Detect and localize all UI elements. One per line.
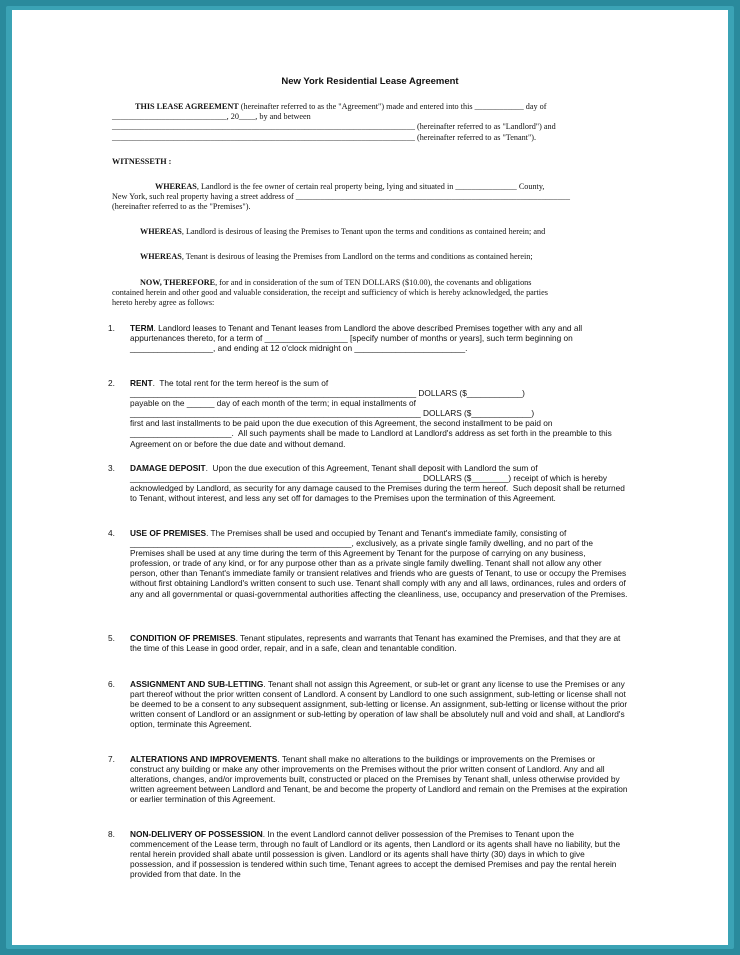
clause-heading: USE OF PREMISES	[130, 528, 207, 538]
whereas1-lead: WHEREAS	[155, 182, 197, 191]
clause-non-delivery	[108, 829, 628, 880]
whereas-paragraph-1	[112, 182, 622, 213]
clause-text: . Landlord leases to Tenant and Tenant leases from Landlord the above described Premises together with any and all appurtenances thereto, for a term of __________________ [specify number of months or years], such term beginning on __________________, and ending at 12 o'clock midnight on ________________________.	[130, 323, 583, 354]
clause-alterations-improvements	[108, 754, 628, 805]
clause-heading: RENT	[130, 378, 153, 388]
intro-lead: THIS LEASE AGREEMENT	[135, 102, 239, 111]
whereas1-line2: New York, such real property having a street address of ___________________________________________________________________	[112, 192, 570, 202]
therefore-line3: hereto hereby agree as follows:	[112, 298, 215, 308]
clause-term	[108, 323, 628, 354]
clause-text: . Upon the due execution of this Agreement, Tenant shall deposit with Landlord the sum of _______________________________________________________________ DOLLARS ($________) receipt of which is hereby acknowledged by Landlord, as security for any damage caused to the Premises during the term hereof. Such deposit shall be returned to Tenant, without interest, and less any set off for damages to the Premises upon the termination of this Agreement.	[130, 463, 625, 504]
whereas3-text: , Tenant is desirous of leasing the Premises from Landlord on the terms and conditions as contained herein;	[181, 252, 533, 261]
clause-heading: ASSIGNMENT AND SUB-LETTING	[130, 679, 264, 689]
clause-number: 4.	[108, 528, 115, 538]
clause-heading: CONDITION OF PREMISES	[130, 633, 236, 643]
therefore-text: , for and in consideration of the sum of TEN DOLLARS ($10.00), the covenants and obligations	[215, 278, 532, 287]
clause-number: 8.	[108, 829, 115, 839]
clause-number: 6.	[108, 679, 115, 689]
therefore-line2: contained herein and other good and valuable consideration, the receipt and sufficiency of which is hereby acknowledged, the parties	[112, 288, 548, 298]
clause-number: 2.	[108, 378, 115, 388]
intro-line1: (hereinafter referred to as the "Agreement") made and entered into this ____________ day of	[238, 102, 547, 111]
whereas1-line3: (hereinafter referred to as the "Premises").	[112, 202, 251, 212]
clause-rent	[108, 378, 628, 449]
clause-damage-deposit	[108, 463, 628, 504]
whereas-paragraph-3	[112, 252, 622, 262]
clause-assignment-sub-letting	[108, 679, 628, 730]
witnesseth-heading: WITNESSETH :	[112, 157, 172, 166]
clause-heading: ALTERATIONS AND IMPROVEMENTS	[130, 754, 278, 764]
clause-text: . In the event Landlord cannot deliver possession of the Premises to Tenant upon the commencement of the Lease term, through no fault of Landlord or its agents, then Landlord or its agents shall have no liability, but the rental herein provided shall abate until possession is given. Landlord or its agents shall have thirty (30) days in which to give possession, and if possession is tendered within such time, Tenant agrees to accept the demised Premises and pay the rental herein provided from that date. In the	[130, 829, 621, 880]
whereas-paragraph-2	[112, 227, 622, 237]
whereas2-text: , Landlord is desirous of leasing the Premises to Tenant upon the terms and conditions as contained herein; and	[181, 227, 546, 236]
clause-text: . Tenant stipulates, represents and warrants that Tenant has examined the Premises, and that they are at the time of this Lease in good order, repair, and in a safe, clean and tenantable condition.	[130, 633, 621, 654]
whereas2-lead: WHEREAS	[140, 227, 182, 236]
clause-text: . The Premises shall be used and occupied by Tenant and Tenant's immediate family, consisting of ________________________________________________, exclusively, as a private single family dwelling, and no part of the Premises shall be used at any time during the term of this Agreement by Tenant for the purpose of carrying on any business, profession, or trade of any kind, or for any purpose other than as a private single family dwelling. Tenant shall not allow any other person, other than Tenant's immediate family or transient relatives and friends who are guests of Tenant, to use or occupy the Premises without first obtaining Landlord's written consent to such use. Tenant shall comply with any and all laws, ordinances, rules and orders of any and all governmental or quasi-governmental authorities affecting the cleanliness, use, occupancy and preservation of the Premises.	[130, 528, 628, 599]
therefore-paragraph	[112, 278, 622, 309]
intro-line2: ____________________________, 20____, by and between	[112, 112, 311, 122]
intro-line4: __________________________________________________________________________ (hereinafter referred to as "Tenant").	[112, 132, 537, 142]
clause-number: 7.	[108, 754, 115, 764]
intro-line3: __________________________________________________________________________ (hereinafter referred to as "Landlord") and	[112, 122, 556, 132]
clause-number: 1.	[108, 323, 115, 333]
clause-number: 3.	[108, 463, 115, 473]
document-page	[12, 10, 728, 945]
therefore-lead: NOW, THEREFORE	[140, 278, 216, 287]
clause-number: 5.	[108, 633, 115, 643]
clause-condition-of-premises	[108, 633, 628, 654]
clause-heading: NON-DELIVERY OF POSSESSION	[130, 829, 263, 839]
whereas3-lead: WHEREAS	[140, 252, 182, 261]
whereas1-text: , Landlord is the fee owner of certain real property being, lying and situated in _______________ County,	[196, 182, 545, 191]
clause-text: . Tenant shall make no alterations to the buildings or improvements on the Premises or construct any building or make any other improvements on the Premises without the prior written consent of Landlord. Any and all alterations, changes, and/or improvements built, constructed or placed on the Premises by Tenant shall, unless otherwise provided by written agreement between Landlord and Tenant, be and become the property of Landlord and remain on the Premises at the expiration or earlier termination of this Agreement.	[130, 754, 628, 805]
clause-heading: DAMAGE DEPOSIT	[130, 463, 206, 473]
clause-use-of-premises	[108, 528, 628, 599]
clause-text: . Tenant shall not assign this Agreement, or sub-let or grant any license to use the Premises or any part thereof without the prior written consent of Landlord. A consent by Landlord to one such assignment, sub-letting or license shall not be deemed to be a consent to any subsequent assignment, sub-letting or license. An assignment, sub-letting or license without the prior written consent of Landlord or an assignment or sub-letting by operation of law shall be absolutely null and void and shall, at Landlord's option, terminate this Agreement.	[130, 679, 628, 730]
clause-heading: TERM	[130, 323, 154, 333]
clause-text: . The total rent for the term hereof is the sum of ______________________________________________________________ DOLLARS ($____________) payable on the ______ day of each month of the term; in equal installments of _______________________________________________________________ DOLLARS ($_____________) first and last installments to be paid upon the due execution of this Agreement, the second installment to be paid on ______________________. All such payments shall be made to Landlord at Landlord's address as set forth in the preamble to this Agreement on or before the due date and without demand.	[130, 378, 612, 449]
intro-paragraph	[112, 102, 622, 143]
document-title: New York Residential Lease Agreement	[281, 76, 459, 87]
